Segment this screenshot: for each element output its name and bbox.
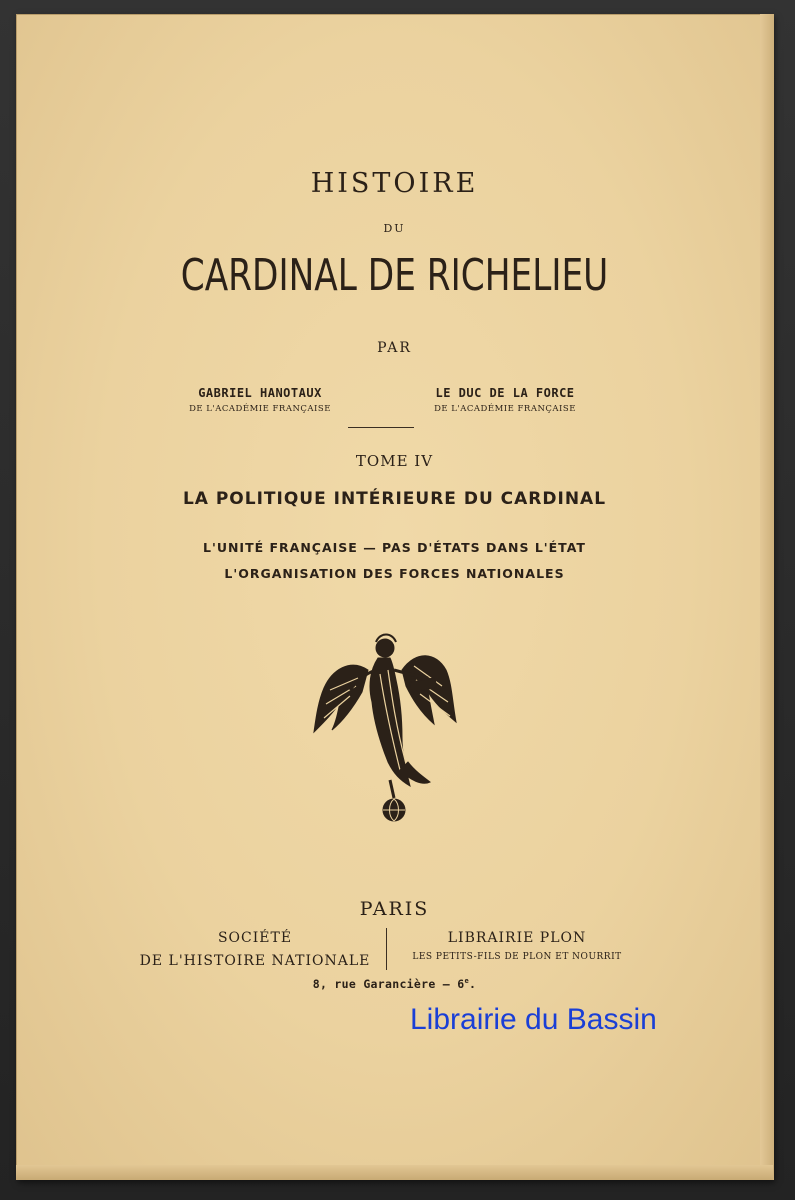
- par-label: PAR: [377, 340, 412, 356]
- publisher-separator: [386, 928, 387, 970]
- winged-victory-on-globe-icon: [310, 630, 460, 825]
- author-affiliation: DE L'ACADÉMIE FRANÇAISE: [189, 404, 331, 414]
- publisher-right-line-2: LES PETITS-FILS DE PLON ET NOURRIT: [412, 952, 622, 962]
- author-affiliation: DE L'ACADÉMIE FRANÇAISE: [434, 404, 576, 414]
- subtitle-line-1: L'UNITÉ FRANÇAISE — PAS D'ÉTATS DANS L'ÉTAT: [203, 540, 586, 555]
- city-label: PARIS: [359, 898, 430, 920]
- publisher-left-line-1: SOCIÉTÉ: [217, 930, 293, 946]
- publisher-left-line-2: DE L'HISTOIRE NATIONALE: [139, 953, 371, 969]
- tome-label: TOME IV: [355, 452, 434, 470]
- author-la-force: [405, 386, 605, 414]
- address-text: 8, rue Garancière – 6: [312, 977, 465, 991]
- seller-watermark: Librairie du Bassin: [410, 1003, 657, 1036]
- volume-title: LA POLITIQUE INTÉRIEURE DU CARDINAL: [182, 489, 607, 509]
- author-hanotaux: [160, 386, 360, 414]
- publisher-address: [16, 977, 773, 991]
- divider-rule: [348, 427, 414, 428]
- title-du: DU: [383, 222, 406, 235]
- address-superscript: e: [464, 977, 469, 986]
- author-name: GABRIEL HANOTAUX: [198, 386, 322, 400]
- publisher-left: [130, 927, 380, 973]
- address-end: .: [468, 977, 477, 991]
- publisher-right: [392, 927, 642, 962]
- subtitle-line-2: L'ORGANISATION DES FORCES NATIONALES: [224, 566, 565, 581]
- publisher-right-line-1: LIBRAIRIE PLON: [447, 930, 587, 946]
- title-histoire: HISTOIRE: [310, 168, 479, 199]
- main-title: CARDINAL DE RICHELIEU: [180, 250, 609, 301]
- page-edge-bottom: [16, 1165, 773, 1180]
- author-name: LE DUC DE LA FORCE: [435, 386, 575, 400]
